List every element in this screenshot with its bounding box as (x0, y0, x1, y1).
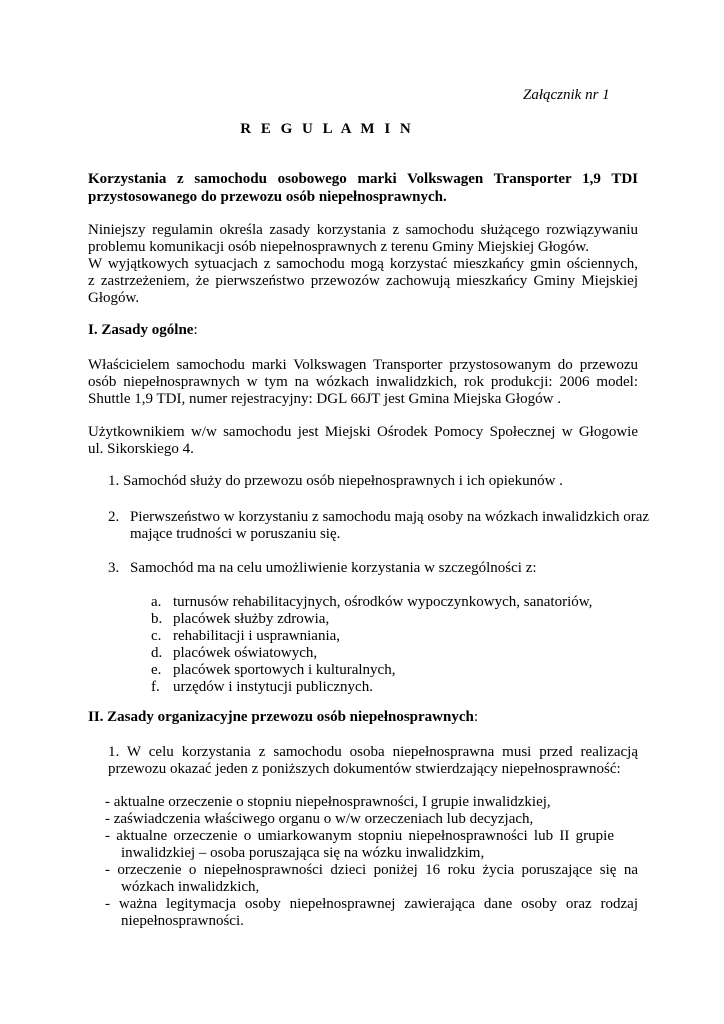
user-line-1: Użytkownikiem w/w samochodu jest Miejski Ośrodek Pomocy Społecznej w Głogowie (88, 424, 638, 440)
subitem-e: placówek sportowych i kulturalnych, (173, 662, 396, 678)
subitem-a-letter: a. (151, 594, 162, 610)
owner-line-1: Właścicielem samochodu marki Volkswagen Transporter przystosowanym do przewozu (88, 357, 638, 373)
bullet-2: - zaświadczenia właściwego organu o w/w orzeczeniach lub decyzjach, (105, 811, 534, 827)
section2-item1-line-2: przewozu okazać jeden z poniższych dokumentów stwierdzający niepełnosprawność: (108, 761, 621, 777)
subitem-d-letter: d. (151, 645, 163, 661)
section2-heading: II. Zasady organizacyjne przewozu osób niepełnosprawnych: (88, 709, 479, 725)
list-item-2-line-2: mające trudności w poruszaniu się. (130, 526, 341, 542)
subitem-b: placówek służby zdrowia, (173, 611, 330, 627)
subitem-f: urzędów i instytucji publicznych. (173, 679, 373, 695)
list-item-1: 1. Samochód służy do przewozu osób niepełnosprawnych i ich opiekunów . (108, 473, 563, 489)
subtitle-line-1: Korzystania z samochodu osobowego marki Volkswagen Transporter 1,9 TDI (88, 171, 638, 187)
user-line-2: ul. Sikorskiego 4. (88, 441, 194, 457)
intro-line-3: W wyjątkowych sytuacjach z samochodu mogą korzystać mieszkańcy gmin ościennych, (88, 256, 638, 272)
intro-line-4: z zastrzeżeniem, że pierwszeństwo przewozów zachowują mieszkańcy Gminy Miejskiej (88, 273, 638, 289)
subitem-b-letter: b. (151, 611, 163, 627)
subitem-a: turnusów rehabilitacyjnych, ośrodków wypoczynkowych, sanatoriów, (173, 594, 593, 610)
intro-line-5: Głogów. (88, 290, 140, 306)
subtitle-line-2: przystosowanego do przewozu osób niepełnosprawnych. (88, 189, 447, 205)
list-item-3-number: 3. (108, 560, 120, 576)
bullet-5-line-1: - ważna legitymacja osoby niepełnosprawnej zawierająca dane osoby oraz rodzaj (105, 896, 638, 912)
list-item-2-number: 2. (108, 509, 120, 525)
owner-line-2: osób niepełnosprawnych w tym na wózkach inwalidzkich, rok produkcji: 2006 model: (88, 374, 638, 390)
intro-line-1: Niniejszy regulamin określa zasady korzystania z samochodu służącego rozwiązywaniu (88, 222, 638, 238)
section2-item1-line-1: 1. W celu korzystania z samochodu osoba niepełnosprawna musi przed realizacją (108, 744, 638, 760)
list-item-3-line-1: Samochód ma na celu umożliwienie korzystania w szczególności z: (130, 560, 537, 576)
subitem-c-letter: c. (151, 628, 162, 644)
section1-heading: I. Zasady ogólne: (88, 322, 198, 338)
list-item-2-line-1: Pierwszeństwo w korzystaniu z samochodu mają osoby na wózkach inwalidzkich oraz (130, 509, 650, 525)
bullet-5-line-2: niepełnosprawności. (121, 913, 244, 929)
owner-line-3: Shuttle 1,9 TDI, numer rejestracyjny: DGL 66JT jest Gmina Miejska Głogów . (88, 391, 561, 407)
subitem-e-letter: e. (151, 662, 162, 678)
subitem-c: rehabilitacji i usprawniania, (173, 628, 341, 644)
bullet-4-line-2: wózkach inwalidzkich, (121, 879, 260, 895)
bullet-3-line-2: inwalidzkiej – osoba poruszająca się na wózku inwalidzkim, (121, 845, 485, 861)
intro-line-2: problemu komunikacji osób niepełnosprawnych z terenu Gminy Miejskiej Głogów. (88, 239, 590, 255)
subitem-d: placówek oświatowych, (173, 645, 318, 661)
subitem-f-letter: f. (151, 679, 160, 695)
bullet-3-line-1: - aktualne orzeczenie o umiarkowanym stopniu niepełnosprawności lub II grupie (105, 828, 614, 844)
bullet-4-line-1: - orzeczenie o niepełnosprawności dzieci poniżej 16 roku życia poruszające się na (105, 862, 638, 878)
bullet-1: - aktualne orzeczenie o stopniu niepełnosprawności, I grupie inwalidzkiej, (105, 794, 551, 810)
document-title: R E G U L A M I N (240, 121, 414, 137)
annex-label: Załącznik nr 1 (523, 87, 610, 103)
